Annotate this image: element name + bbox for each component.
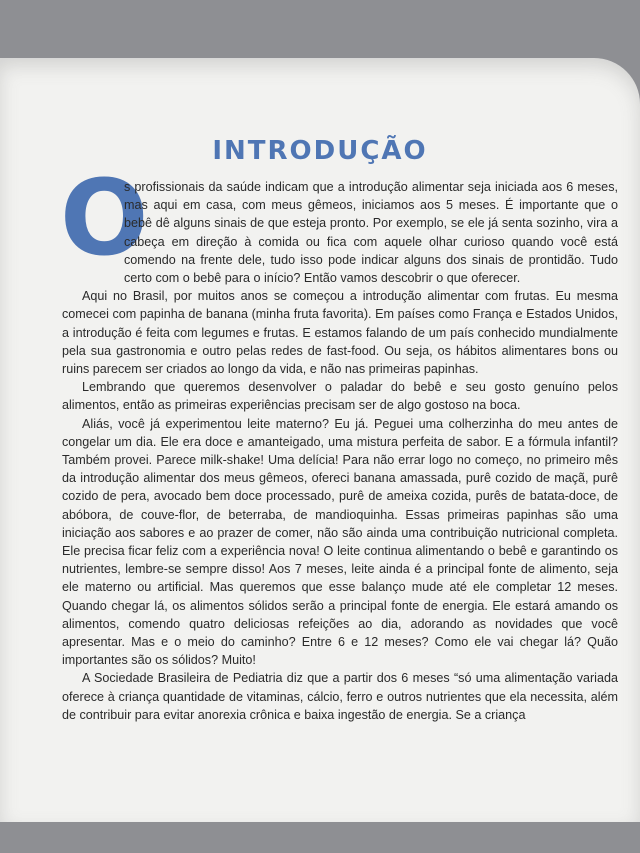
body-text bbox=[62, 178, 618, 724]
paragraph-4: Aliás, você já experimentou leite materno? Eu já. Peguei uma colherzinha do meu antes de congelar um dia. Ele era doce e amanteigado, uma mistura perfeita de sabor. E a fórmula infantil? Também provei. Parece milk-shake! Uma delícia! Para não errar logo no começo, no primeiro mês da introdução alimentar dos meus gêmeos, ofereci banana amassada, purê cozido de maçã, purê cozido de pera, avocado bem doce processado, purê de ameixa cozida, purês de batata-doce, de abóbora, de couve-flor, de beterraba, de mandioquinha. Essas primeiras papinhas são uma iniciação aos sabores e ao prazer de comer, não são ainda uma contribuição nutricional completa. Ele precisa ficar feliz com a experiência nova! O leite continua alimentando o bebê e garantindo os nutrientes, lembre-se sempre disso! Aos 7 meses, leite ainda é a principal fonte de alimento, seja ele materno ou artificial. Mas queremos que esse balanço mude até ele completar 12 meses. Quando chegar lá, os alimentos sólidos serão a principal fonte de energia. Ele estará amando os alimentos, comendo quatro deliciosas refeições ao dia, adorando as novidades que você apresentar. Mas e o meio do caminho? Entre 6 e 12 meses? Como ele vai chegar lá? Quão importantes são os sólidos? Muito! bbox=[62, 416, 618, 668]
paragraph-2: Aqui no Brasil, por muitos anos se começou a introdução alimentar com frutas. Eu mesma comecei com papinha de banana (minha fruta favorita). Em países como França e Estados Unidos, a introdução é feita com legumes e frutas. E estamos falando de um país conhecido mundialmente pela sua gastronomia e outro pelas redes de fast-food. Ou seja, os hábitos alimentares bons ou ruins parecem ser criados ao longo da vida, e não nas primeiras papinhas. bbox=[62, 289, 618, 377]
paragraph-5: A Sociedade Brasileira de Pediatria diz que a partir dos 6 meses “só uma alimentação variada oferece à criança quantidade de vitaminas, cálcio, ferro e outros nutrientes que ela necessita, além de contribuir para evitar anorexia crônica e baixa ingestão de energia. Se a criança bbox=[62, 671, 618, 722]
drop-cap-space bbox=[60, 178, 118, 270]
paragraph-3: Lembrando que queremos desenvolver o paladar do bebê e seu gosto genuíno pelos alimentos, então as primeiras experiências precisam ser de algo gostoso na boca. bbox=[62, 380, 618, 413]
paragraph-1: s profissionais da saúde indicam que a introdução alimentar seja iniciada aos 6 meses, mas aqui em casa, com meus gêmeos, iniciamos aos 5 meses. É importante que o bebê dê alguns sinais de que esteja pronto. Por exemplo, se ele já senta sozinho, vira a cabeça em direção à comida ou fica com aquele olhar curioso quando você está comendo na frente dele, tudo isso pode indicar alguns dos sinais de prontidão. Tudo certo com o bebê para o início? Então vamos descobrir o que oferecer. bbox=[62, 178, 618, 287]
chapter-title: INTRODUÇÃO bbox=[212, 136, 428, 166]
drop-cap: O bbox=[60, 157, 149, 279]
